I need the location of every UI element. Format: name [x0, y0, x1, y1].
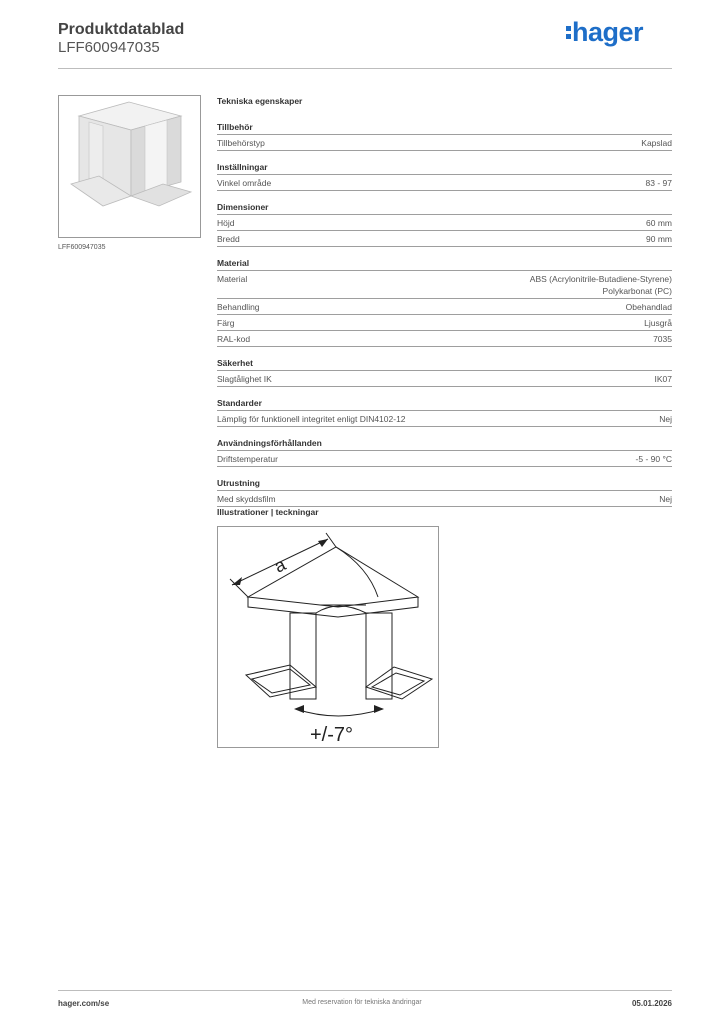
spec-value-line: Polykarbonat (PC)	[602, 286, 672, 296]
spec-label: Tillbehörstyp	[217, 138, 265, 148]
spec-label: Lämplig för funktionell integritet enligt DIN4102-12	[217, 414, 406, 424]
spec-value-line: 7035	[653, 334, 672, 344]
spec-row	[217, 215, 672, 231]
product-image-caption: LFF600947035	[58, 244, 106, 251]
spec-row	[217, 411, 672, 427]
spec-value-line: Nej	[659, 494, 672, 504]
spec-row	[217, 271, 672, 299]
header-divider	[58, 68, 672, 69]
spec-value-line: Kapslad	[641, 138, 672, 148]
spec-value-line: 60 mm	[646, 218, 672, 228]
product-code: LFF600947035	[58, 39, 160, 56]
spec-row	[217, 135, 672, 151]
footer-date: 05.01.2026	[631, 999, 672, 1008]
spec-value	[646, 177, 672, 189]
spec-section	[217, 202, 672, 247]
spec-value	[644, 317, 672, 329]
product-image	[58, 95, 201, 238]
spec-value	[530, 273, 672, 297]
spec-value-line: Obehandlad	[625, 302, 672, 312]
spec-section-heading: Användningsförhållanden	[217, 438, 672, 451]
spec-section	[217, 358, 672, 387]
spec-label: Driftstemperatur	[217, 454, 278, 464]
spec-row	[217, 175, 672, 191]
spec-section-heading: Utrustning	[217, 478, 672, 491]
dimension-a-label: a	[270, 554, 289, 577]
spec-row	[217, 371, 672, 387]
spec-section-heading: Material	[217, 258, 672, 271]
spec-section-heading: Tillbehör	[217, 122, 672, 135]
spec-row	[217, 491, 672, 507]
spec-row	[217, 331, 672, 347]
spec-value-line: Nej	[659, 414, 672, 424]
spec-value-line: 90 mm	[646, 234, 672, 244]
footer-divider	[58, 990, 672, 991]
spec-section-heading: Inställningar	[217, 162, 672, 175]
spec-row	[217, 299, 672, 315]
spec-section	[217, 122, 672, 151]
spec-label: Behandling	[217, 302, 260, 312]
spec-value	[659, 413, 672, 425]
spec-label: Färg	[217, 318, 235, 328]
spec-section-heading: Dimensioner	[217, 202, 672, 215]
spec-value	[655, 373, 673, 385]
spec-value	[659, 493, 672, 505]
spec-section	[217, 438, 672, 467]
spec-sections	[217, 122, 672, 507]
spec-label: Material	[217, 274, 248, 284]
spec-section	[217, 478, 672, 507]
spec-value-line: Ljusgrå	[644, 318, 672, 328]
footer-disclaimer: Med reservation för tekniska ändringar	[302, 999, 422, 1006]
logo-dots-icon	[566, 26, 572, 42]
spec-section	[217, 258, 672, 347]
spec-label: RAL-kod	[217, 334, 251, 344]
spec-section-heading: Standarder	[217, 398, 672, 411]
hager-logo	[566, 17, 643, 48]
footer-website: hager.com/se	[58, 999, 110, 1008]
spec-section	[217, 398, 672, 427]
spec-label: Slagtålighet IK	[217, 374, 272, 384]
specs-title: Tekniska egenskaper	[217, 96, 303, 106]
illustration-title: Illustrationer | teckningar	[217, 507, 319, 517]
spec-section	[217, 162, 672, 191]
page-title: Produktdatablad	[58, 21, 185, 38]
spec-value	[646, 233, 672, 245]
spec-value	[641, 137, 672, 149]
spec-value-line: ABS (Acrylonitrile-Butadiene-Styrene)	[529, 274, 672, 284]
angle-tolerance-label: +/-7°	[310, 724, 354, 746]
spec-value-line: 83 - 97	[645, 178, 672, 188]
technical-specs	[217, 96, 672, 518]
spec-section-heading: Säkerhet	[217, 358, 672, 371]
spec-value-line: -5 - 90 °C	[635, 454, 672, 464]
spec-label: Vinkel område	[217, 178, 272, 188]
spec-value	[626, 301, 672, 313]
spec-label: Höjd	[217, 218, 235, 228]
spec-value	[653, 333, 672, 345]
spec-row	[217, 231, 672, 247]
illustration-drawing	[217, 526, 439, 748]
spec-row	[217, 315, 672, 331]
spec-label: Bredd	[217, 234, 240, 244]
spec-value-line: IK07	[654, 374, 672, 384]
logo-text: hager	[572, 17, 644, 47]
spec-row	[217, 451, 672, 467]
spec-label: Med skyddsfilm	[217, 494, 276, 504]
spec-value	[646, 217, 672, 229]
spec-value	[636, 453, 672, 465]
